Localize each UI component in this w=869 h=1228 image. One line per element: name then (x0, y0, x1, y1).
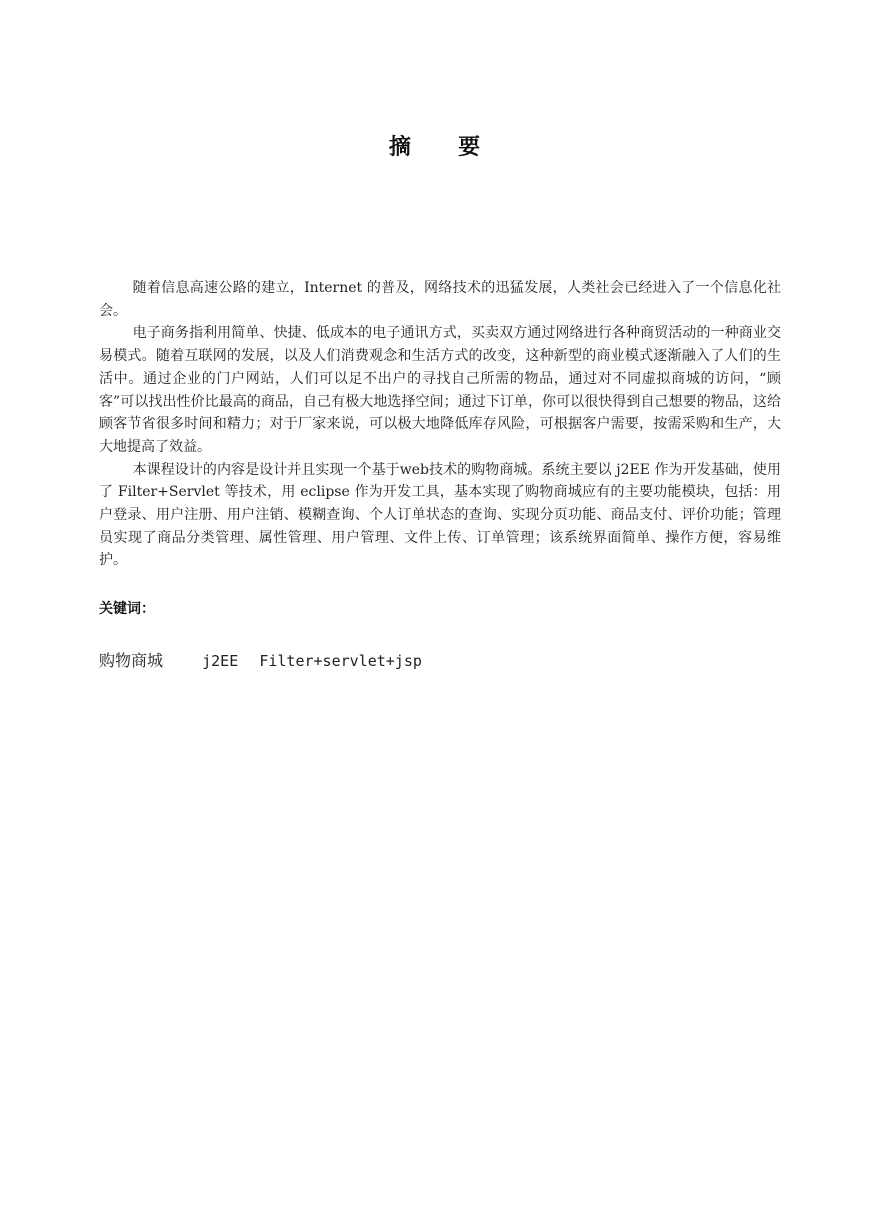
abstract-paragraph: 随着信息高速公路的建立，Internet 的普及，网络技术的迅猛发展，人类社会已经进入了一个信息化社会。 (99, 280, 781, 319)
keywords-list (99, 648, 422, 671)
page-title: 摘 要 (388, 135, 500, 160)
keyword: Filter+servlet+jsp (259, 652, 422, 670)
abstract-paragraph: 电子商务指利用简单、快捷、低成本的电子通讯方式，买卖双方通过网络进行各种商贸活动的一种商业交易模式。随着互联网的发展，以及人们消费观念和生活方式的改变，这种新型的商业模式逐渐融入了人们的生活中。通过企业的门户网站，人们可以足不出户的寻找自己所需的物品，通过对不同虚拟商城的访问，“顾客”可以找出性价比最高的商品，自己有极大地选择空间；通过下订单，你可以很快得到自己想要的物品，这给顾客节省很多时间和精力；对于厂家来说，可以极大地降低库存风险，可根据客户需要，按需采购和生产，大大地提高了效益。 (99, 325, 781, 455)
keyword: 购物商城 (99, 651, 164, 670)
abstract-paragraph: 本课程设计的内容是设计并且实现一个基于web技术的购物商城。系统主要以 j2EE 作为开发基础，使用了 Filter+Servlet 等技术，用 eclipse 作为开发工具，基本实现了购物商城应有的主要功能模块，包括：用户登录、用户注册、用户注销、模糊查询、个人订单状态的查询、实现分页功能、商品支付、评价功能；管理员实现了商品分类管理、属性管理、用户管理、文件上传、订单管理；该系统界面简单、操作方便，容易维护。 (99, 461, 781, 569)
keywords-label: 关键词： (99, 601, 155, 617)
abstract-body (99, 277, 781, 572)
keyword: j2EE (202, 652, 239, 670)
